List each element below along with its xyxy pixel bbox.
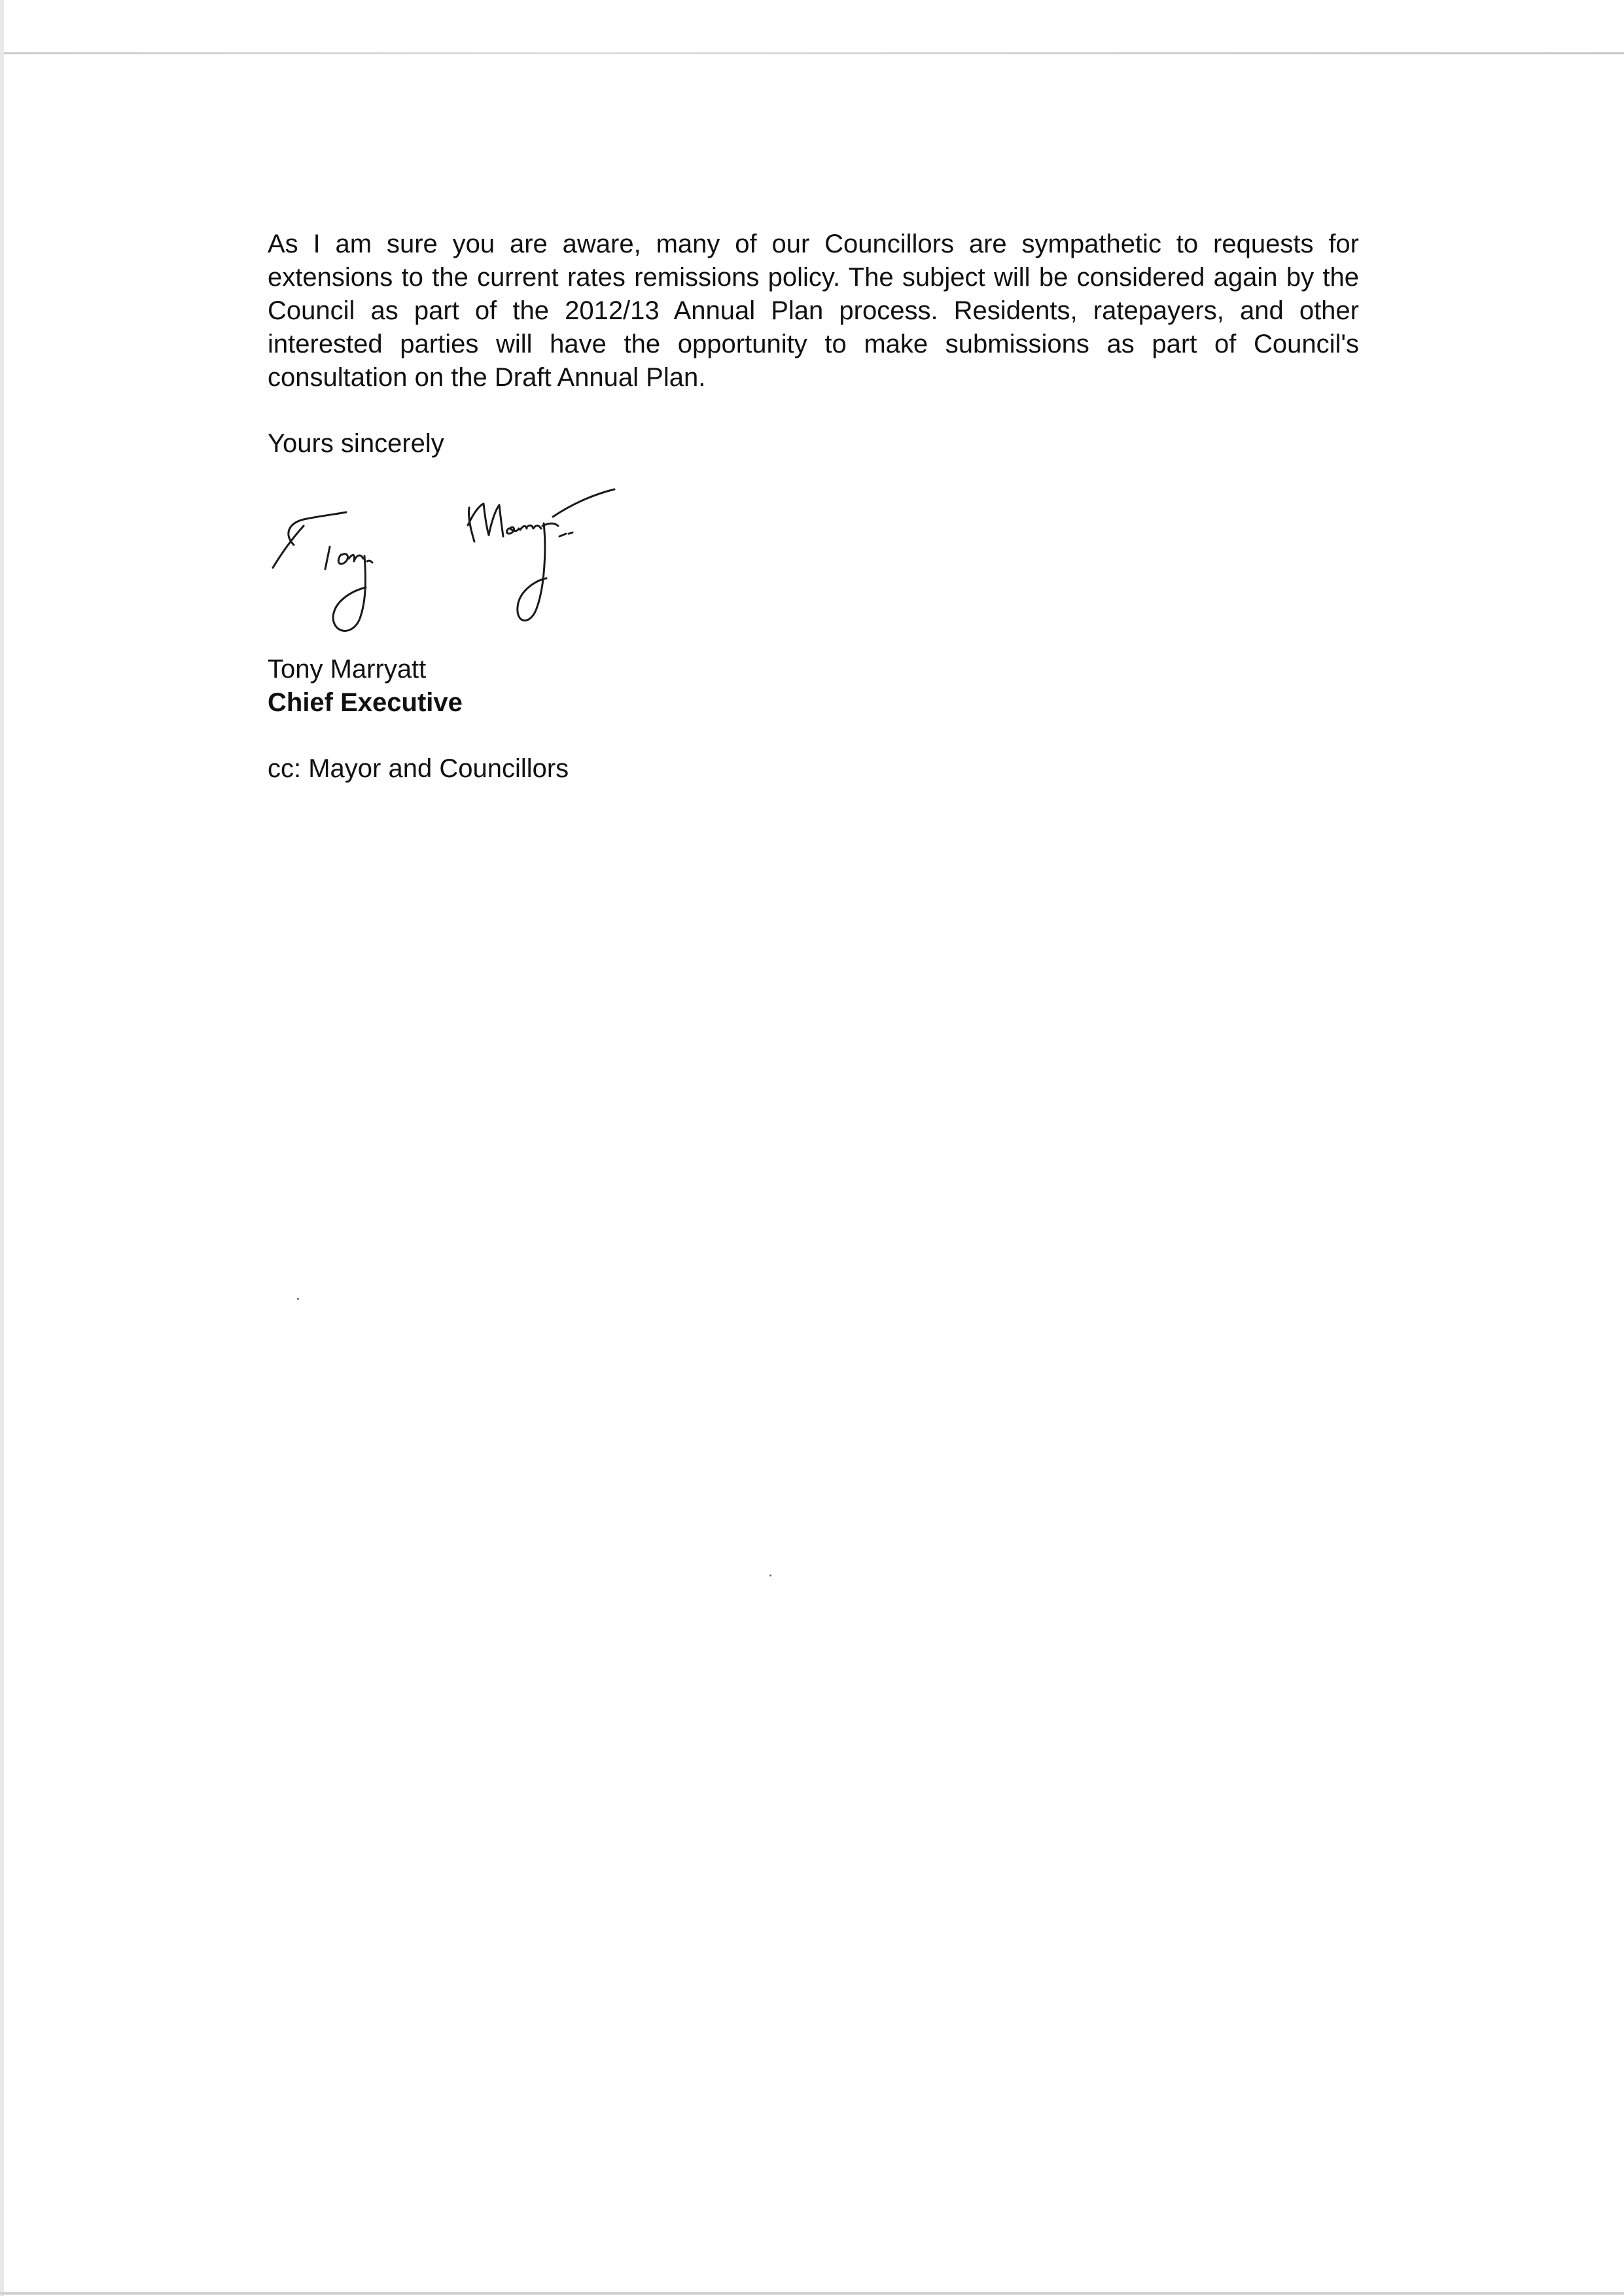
handwritten-signature [268,463,673,653]
scan-speck [297,1298,299,1300]
cc-line: cc: Mayor and Councillors [268,754,569,783]
scan-speck [769,1574,771,1576]
signer-title: Chief Executive [268,688,463,717]
signer-name: Tony Marryatt [268,655,427,684]
scan-bottom-edge [0,2292,1624,2295]
letter-body [268,228,1359,786]
scan-top-edge [0,52,1624,54]
closing-salutation: Yours sincerely [268,429,444,458]
scan-left-edge [0,0,4,2296]
body-paragraph: As I am sure you are aware, many of our Councillors are sympathetic to requests for extensions to the current rates remissions policy. The subject will be considered again by the Council as part of the 2012/13 Annual Plan process. Residents, ratepayers, and other interested parties will have the opportunity to make submissions as part of Council's consultation on the Draft Annual Plan. [268,230,1359,392]
